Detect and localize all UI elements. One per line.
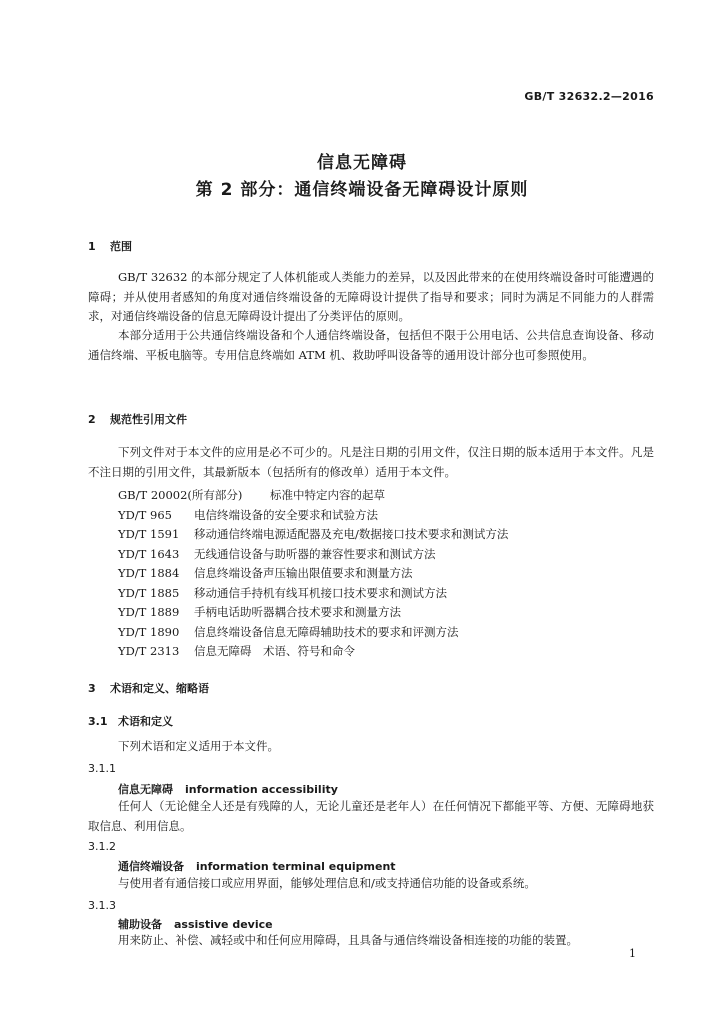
term-name [118, 916, 273, 932]
references-intro: 下列文件对于本文件的应用是必不可少的。凡是注日期的引用文件，仅注日期的版本适用于本文件。凡是不注日期的引用文件，其最新版本（包括所有的修改单）适用于本文件。 [88, 445, 654, 479]
reference-title: 电信终端设备的安全要求和试验方法 [194, 507, 378, 522]
reference-title: 信息终端设备信息无障碍辅助技术的要求和评测方法 [194, 624, 459, 639]
section-title: 术语和定义、缩略语 [110, 682, 209, 695]
reference-title: 信息终端设备声压输出限值要求和测量方法 [194, 566, 413, 580]
term-zh: 通信终端设备 [118, 860, 184, 873]
term-zh: 辅助设备 [118, 918, 162, 931]
section-number: 3 [88, 682, 96, 695]
term-definition: 与使用者有通信接口或应用界面，能够处理信息和/或支持通信功能的设备或系统。 [118, 876, 536, 890]
reference-code: YD/T 2313 [118, 644, 180, 658]
scope-paragraph-2: 本部分适用于公共通信终端设备和个人通信终端设备，包括但不限于公用电话、公共信息查询设备、移动通信终端、平板电脑等。专用信息终端如 ATM 机、救助呼叫设备等的通用设计部分也可参照使用。 [88, 328, 654, 362]
reference-item [118, 642, 638, 662]
page-number: 1 [629, 947, 636, 960]
terms-intro: 下列术语和定义适用于本文件。 [118, 739, 279, 753]
term-en: information accessibility [185, 783, 338, 796]
reference-item [118, 506, 638, 526]
term-definition: 任何人（无论健全人还是有残障的人，无论儿童还是老年人）在任何情况下都能平等、方便、无障碍地获取信息、利用信息。 [88, 799, 654, 833]
reference-code: YD/T 965 [118, 507, 172, 522]
section-number: 1 [88, 240, 96, 253]
reference-item [118, 545, 638, 565]
term-number: 3.1.3 [88, 899, 116, 912]
scope-paragraph-1: GB/T 32632 的本部分规定了人体机能或人类能力的差异，以及因此带来的在使用终端设备时可能遭遇的障碍；并从使用者感知的角度对通信终端设备的无障碍设计提供了指导和要求；同时为满足不同能力的人群需求，对通信终端设备的信息无障碍设计提出了分类评估的原则。 [88, 270, 654, 323]
reference-code: YD/T 1884 [118, 566, 180, 580]
section-3-heading [88, 680, 209, 696]
subsection-number: 3.1 [88, 715, 108, 728]
reference-code: YD/T 1643 [118, 546, 180, 561]
reference-title: 移动通信终端电源适配器及充电/数据接口技术要求和测试方法 [194, 527, 509, 541]
reference-title: 信息无障碍 术语、符号和命令 [194, 644, 355, 658]
section-2-heading [88, 411, 187, 427]
term-en: information terminal equipment [196, 860, 396, 873]
reference-code: YD/T 1885 [118, 585, 180, 600]
reference-item [118, 564, 638, 584]
subsection-title: 术语和定义 [118, 715, 173, 728]
reference-title: 移动通信手持机有线耳机接口技术要求和测试方法 [194, 585, 447, 600]
section-title: 范围 [110, 240, 132, 253]
document-subtitle: 第 2 部分：通信终端设备无障碍设计原则 [195, 180, 529, 200]
reference-item [118, 525, 638, 545]
reference-code: YD/T 1890 [118, 624, 180, 639]
reference-code: YD/T 1591 [118, 527, 180, 541]
reference-item [118, 486, 638, 506]
reference-title: 手柄电话助听器耦合技术要求和测量方法 [194, 605, 401, 619]
term-number: 3.1.2 [88, 840, 116, 853]
standard-code: GB/T 32632.2—2016 [524, 90, 654, 103]
reference-code: GB/T 20002(所有部分) [118, 488, 243, 502]
reference-item [118, 584, 638, 604]
term-definition: 用来防止、补偿、减轻或中和任何应用障碍，且具备与通信终端设备相连接的功能的装置。 [118, 933, 578, 947]
term-name [118, 858, 396, 874]
reference-title: 标准中特定内容的起草 [270, 488, 385, 502]
reference-title: 无线通信设备与助听器的兼容性要求和测试方法 [194, 546, 436, 561]
term-en: assistive device [174, 918, 273, 931]
section-title: 规范性引用文件 [110, 413, 187, 426]
subsection-3-1-heading [88, 713, 173, 729]
reference-item [118, 623, 638, 643]
reference-item [118, 603, 638, 623]
reference-list [118, 486, 638, 662]
reference-code: YD/T 1889 [118, 605, 180, 619]
term-zh: 信息无障碍 [118, 783, 173, 796]
section-number: 2 [88, 413, 96, 426]
section-1-heading [88, 238, 132, 254]
document-title: 信息无障碍 [317, 153, 407, 173]
term-name [118, 781, 338, 797]
term-number: 3.1.1 [88, 762, 116, 775]
